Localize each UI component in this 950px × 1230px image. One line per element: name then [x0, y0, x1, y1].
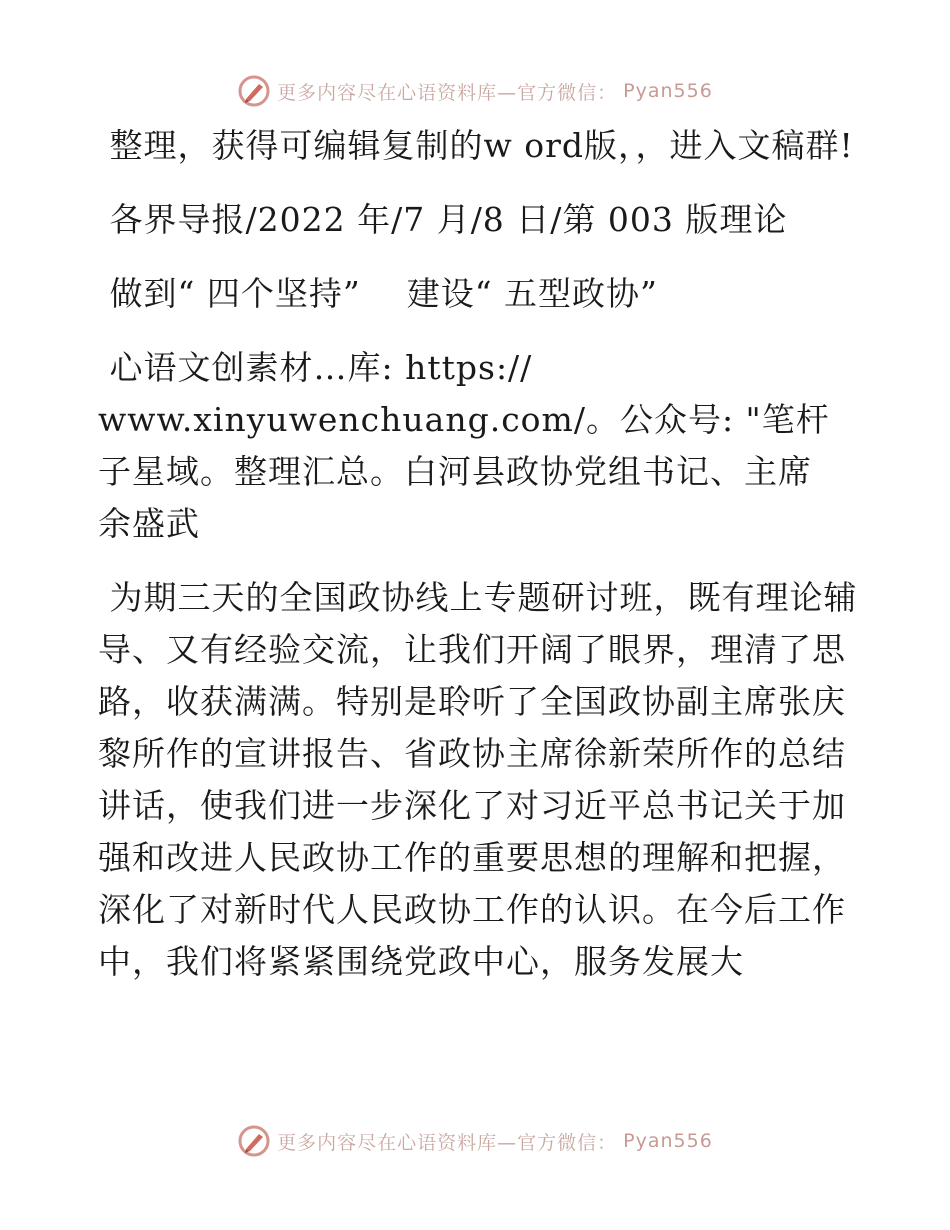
document-body: [98, 120, 858, 988]
watermark-header: [0, 74, 950, 108]
article-title: 做到“ 四个坚持” 建设“ 五型政协”: [98, 274, 658, 313]
watermark-text: 更多内容尽在心语资料库—官方微信：: [277, 1131, 618, 1154]
pen-logo-icon: [237, 1124, 271, 1158]
source-line: 各界导报/2022 年/7 月/8 日/第 003 版理论: [98, 200, 788, 239]
watermark-wechat-id: Pyan556: [623, 80, 713, 102]
source-author-paragraph: 心语文创素材…库: https:// www.xinyuwenchuang.com/。公众号: "笔杆子星域。整理汇总。白河县政协党组书记、主席 余盛武: [98, 348, 830, 543]
watermark-footer: [0, 1124, 950, 1158]
watermark-wechat-id: Pyan556: [623, 1130, 713, 1152]
pen-logo-icon: [237, 74, 271, 108]
body-paragraph: 为期三天的全国政协线上专题研讨班，既有理论辅导、又有经验交流，让我们开阔了眼界，理清了思路，收获满满。特别是聆听了全国政协副主席张庆黎所作的宣讲报告、省政协主席徐新荣所作的总结讲话，使我们进一步深化了对习近平总书记关于加强和改进人民政协工作的重要思想的理解和把握，深化了对新时代人民政协工作的认识。在今后工作中，我们将紧紧围绕党政中心，服务发展大: [98, 578, 858, 981]
intro-paragraph: 整理，获得可编辑复制的w ord版，，进入文稿群!: [98, 126, 854, 165]
watermark-text: 更多内容尽在心语资料库—官方微信：: [277, 81, 618, 104]
